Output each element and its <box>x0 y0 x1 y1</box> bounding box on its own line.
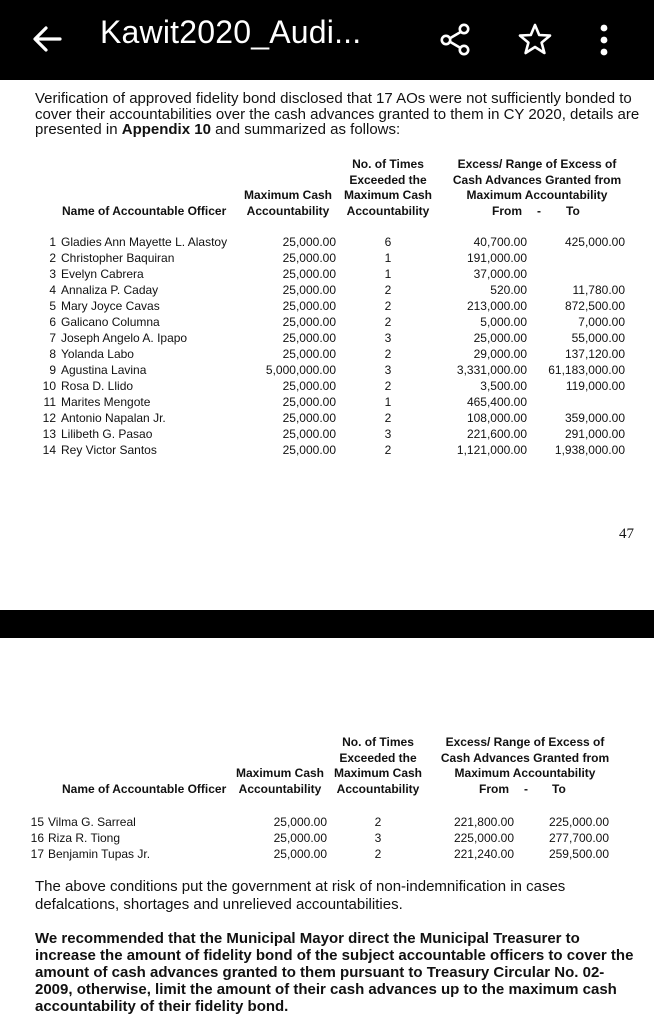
document-title: Kawit2020_Audi... <box>100 14 362 50</box>
row-number: 7 <box>49 331 56 345</box>
times-exceeded: 3 <box>374 831 382 845</box>
times-exceeded: 1 <box>384 267 392 281</box>
max-cash: 25,000.00 <box>273 815 327 829</box>
row-number: 9 <box>49 363 56 377</box>
excess-from: 221,800.00 <box>453 815 514 829</box>
times-exceeded: 2 <box>384 411 392 425</box>
max-cash: 25,000.00 <box>273 847 327 861</box>
max-cash: 25,000.00 <box>282 331 336 345</box>
max-cash: 25,000.00 <box>282 267 336 281</box>
excess-from: 213,000.00 <box>466 299 527 313</box>
times-exceeded: 2 <box>384 299 392 313</box>
times-exceeded: 6 <box>384 235 392 249</box>
times-exceeded: 3 <box>384 363 392 377</box>
max-cash: 25,000.00 <box>273 831 327 845</box>
from-header: From <box>492 204 522 218</box>
max-cash: 25,000.00 <box>282 315 336 329</box>
table-row <box>0 411 654 427</box>
times-exceeded: 2 <box>384 283 392 297</box>
excess-from: 465,400.00 <box>466 395 527 409</box>
excess-from: 37,000.00 <box>473 267 527 281</box>
table-row <box>0 395 654 411</box>
excess-from: 25,000.00 <box>473 331 527 345</box>
times-exceeded: 2 <box>384 315 392 329</box>
table-row <box>0 267 654 283</box>
officer-name: Agustina Lavina <box>61 363 147 377</box>
excess-to: 225,000.00 <box>548 815 609 829</box>
excess-to: 259,500.00 <box>548 847 609 861</box>
table-row <box>0 299 654 315</box>
table-row <box>0 251 654 267</box>
row-number: 15 <box>30 815 44 829</box>
excess-to: 11,780.00 <box>572 283 625 297</box>
officer-name: Galicano Columna <box>61 315 160 329</box>
officer-name: Annaliza P. Caday <box>61 283 159 297</box>
excess-from: 225,000.00 <box>453 831 514 845</box>
row-number: 11 <box>43 395 56 409</box>
app-bar <box>0 0 654 80</box>
table-row <box>0 831 654 847</box>
times-header: No. of Times Exceeded the Maximum Cash Accountability <box>343 157 433 218</box>
name-header: Name of Accountable Officer <box>62 782 227 796</box>
table-row <box>0 379 654 395</box>
excess-to: 291,000.00 <box>564 427 625 441</box>
excess-from: 29,000.00 <box>473 347 527 361</box>
times-exceeded: 1 <box>384 395 392 409</box>
max-cash: 25,000.00 <box>282 347 336 361</box>
excess-from: 221,240.00 <box>453 847 514 861</box>
max-cash: 5,000,000.00 <box>265 363 336 377</box>
row-number: 2 <box>49 251 56 265</box>
excess-to: 7,000.00 <box>578 315 625 329</box>
row-number: 4 <box>49 283 56 297</box>
page-number: 47 <box>619 526 634 542</box>
max-cash: 25,000.00 <box>282 379 336 393</box>
appendix-ref: Appendix 10 <box>121 121 211 138</box>
row-number: 1 <box>49 235 56 249</box>
excess-to: 61,183,000.00 <box>548 363 625 377</box>
row-number: 6 <box>49 315 56 329</box>
table-row <box>0 283 654 299</box>
back-arrow-icon[interactable] <box>30 22 64 56</box>
excess-to: 872,500.00 <box>564 299 625 313</box>
officer-name: Rosa D. Llido <box>61 379 134 393</box>
document-page-1 <box>0 80 654 610</box>
excess-from: 5,000.00 <box>480 315 527 329</box>
table-row <box>0 235 654 251</box>
times-exceeded: 3 <box>384 427 392 441</box>
excess-header: Excess/ Range of Excess of Cash Advances Granted from Maximum Accountability <box>440 735 610 780</box>
officer-name: Riza R. Tiong <box>48 831 121 845</box>
officer-name: Joseph Angelo A. Ipapo <box>61 331 188 345</box>
max-cash: 25,000.00 <box>282 427 336 441</box>
table-row <box>0 443 654 459</box>
table-row <box>0 847 654 863</box>
times-exceeded: 2 <box>384 443 392 457</box>
excess-to: 119,000.00 <box>565 379 625 393</box>
excess-to: 359,000.00 <box>564 411 625 425</box>
excess-from: 3,331,000.00 <box>456 363 527 377</box>
excess-from: 520.00 <box>490 283 527 297</box>
table-row <box>0 363 654 379</box>
recommendation-paragraph: We recommended that the Municipal Mayor direct the Municipal Treasurer to increase the amount of fidelity bond of the subject accountable officers to cover the amount of cash advances granted to them pursuant to Treasury Circular No. 02-2009, otherwise, limit the amount of their cash advances up to the maximum cash accountability of their fidelity bond. <box>35 930 634 1015</box>
max-cash: 25,000.00 <box>282 299 336 313</box>
officer-name: Mary Joyce Cavas <box>61 299 160 313</box>
officer-name: Antonio Napalan Jr. <box>61 411 166 425</box>
officer-name: Christopher Baquiran <box>61 251 175 265</box>
excess-from: 221,600.00 <box>466 427 527 441</box>
row-number: 3 <box>49 267 56 281</box>
times-exceeded: 2 <box>374 815 382 829</box>
more-vert-icon[interactable] <box>596 22 612 58</box>
times-exceeded: 2 <box>384 347 392 361</box>
excess-to: 1,938,000.00 <box>554 443 625 457</box>
row-number: 16 <box>30 831 44 845</box>
officer-name: Gladies Ann Mayette L. Alastoy <box>61 235 228 249</box>
officer-name: Marites Mengote <box>61 395 151 409</box>
to-header: To <box>552 782 566 796</box>
max-cash: 25,000.00 <box>282 395 336 409</box>
officer-name: Evelyn Cabrera <box>61 267 144 281</box>
row-number: 14 <box>42 443 56 457</box>
officer-name: Vilma G. Sarreal <box>48 815 136 829</box>
excess-to: 277,700.00 <box>548 831 609 845</box>
excess-to: 137,120.00 <box>564 347 625 361</box>
table-row <box>0 427 654 443</box>
officer-name: Benjamin Tupas Jr. <box>48 847 151 861</box>
max-cash: 25,000.00 <box>282 251 336 265</box>
max-cash: 25,000.00 <box>282 411 336 425</box>
max-cash: 25,000.00 <box>282 443 336 457</box>
intro-paragraph: Verification of approved fidelity bond disclosed that 17 AOs were not sufficiently bonded to cover their accountabilities over the cash advances granted to them in CY 2020, details are presented in Appendix 10 and summarized as follows: <box>35 90 640 138</box>
times-exceeded: 1 <box>384 251 392 265</box>
table-row <box>0 347 654 363</box>
max-cash-header: Maximum Cash Accountability <box>243 188 333 218</box>
table-row <box>0 315 654 331</box>
officer-name: Lilibeth G. Pasao <box>61 427 153 441</box>
row-number: 5 <box>49 299 56 313</box>
excess-from: 3,500.00 <box>480 379 527 393</box>
officer-name: Rey Victor Santos <box>61 443 157 457</box>
conclusion-paragraph: The above conditions put the government at risk of non-indemnification in cases defalcations, shortages and unrelieved accountabilities. <box>35 878 566 913</box>
excess-header: Excess/ Range of Excess of Cash Advances Granted from Maximum Accountability <box>452 157 622 202</box>
excess-from: 1,121,000.00 <box>456 443 527 457</box>
max-cash-header: Maximum Cash Accountability <box>235 766 325 796</box>
times-exceeded: 2 <box>384 379 392 393</box>
officer-name: Yolanda Labo <box>61 347 134 361</box>
row-number: 12 <box>42 411 56 425</box>
star-icon[interactable] <box>517 22 553 56</box>
excess-from: 191,000.00 <box>466 251 527 265</box>
excess-from: 108,000.00 <box>466 411 527 425</box>
to-header: To <box>566 204 580 218</box>
times-exceeded: 3 <box>384 331 392 345</box>
share-icon[interactable] <box>438 22 472 56</box>
row-number: 17 <box>30 847 44 861</box>
times-exceeded: 2 <box>374 847 382 861</box>
excess-from: 40,700.00 <box>473 235 527 249</box>
table-row <box>0 331 654 347</box>
document-page-2 <box>0 638 654 1024</box>
row-number: 13 <box>42 427 56 441</box>
row-number: 8 <box>49 347 56 361</box>
dash-header: - <box>524 782 528 796</box>
max-cash: 25,000.00 <box>282 283 336 297</box>
times-header: No. of Times Exceeded the Maximum Cash Accountability <box>333 735 423 796</box>
from-header: From <box>479 782 509 796</box>
max-cash: 25,000.00 <box>282 235 336 249</box>
row-number: 10 <box>42 379 56 393</box>
name-header: Name of Accountable Officer <box>62 204 227 218</box>
dash-header: - <box>537 204 541 218</box>
excess-to: 55,000.00 <box>571 331 625 345</box>
table-row <box>0 815 654 831</box>
excess-to: 425,000.00 <box>564 235 625 249</box>
